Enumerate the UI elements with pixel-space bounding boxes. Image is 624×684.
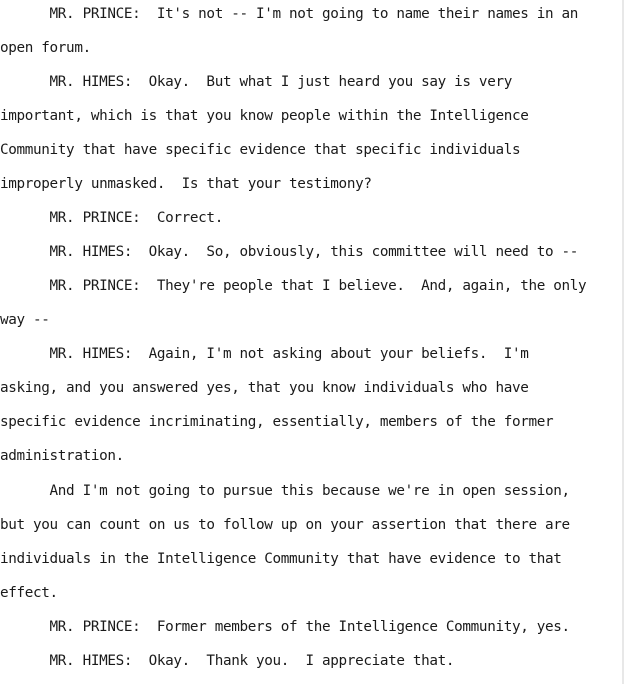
transcript-line-2: open forum. [0, 40, 91, 56]
transcript-line-1: MR. PRINCE: It's not -- I'm not going to name their names in an [0, 6, 579, 22]
transcript-line-4: important, which is that you know people within the Intelligence [0, 108, 529, 124]
transcript-line-9: MR. PRINCE: They're people that I believe. And, again, the only [0, 278, 587, 294]
transcript-line-8: MR. HIMES: Okay. So, obviously, this committee will need to -- [0, 244, 579, 260]
transcript-line-19: MR. PRINCE: Former members of the Intelligence Community, yes. [0, 619, 570, 635]
transcript-line-17: individuals in the Intelligence Community that have evidence to that [0, 551, 562, 567]
transcript-line-18: effect. [0, 585, 58, 601]
transcript-line-10: way -- [0, 312, 50, 328]
transcript-line-6: improperly unmasked. Is that your testimony? [0, 176, 372, 192]
transcript-line-20: MR. HIMES: Okay. Thank you. I appreciate that. [0, 653, 455, 669]
transcript-line-16: but you can count on us to follow up on your assertion that there are [0, 517, 570, 533]
transcript-line-12: asking, and you answered yes, that you know individuals who have [0, 380, 529, 396]
transcript-line-15: And I'm not going to pursue this because we're in open session, [0, 483, 570, 499]
transcript-line-13: specific evidence incriminating, essentially, members of the former [0, 414, 554, 430]
transcript-line-11: MR. HIMES: Again, I'm not asking about your beliefs. I'm [0, 346, 529, 362]
transcript-line-5: Community that have specific evidence that specific individuals [0, 142, 521, 158]
transcript-line-14: administration. [0, 448, 124, 464]
transcript-line-7: MR. PRINCE: Correct. [0, 210, 223, 226]
transcript-line-3: MR. HIMES: Okay. But what I just heard you say is very [0, 74, 512, 90]
